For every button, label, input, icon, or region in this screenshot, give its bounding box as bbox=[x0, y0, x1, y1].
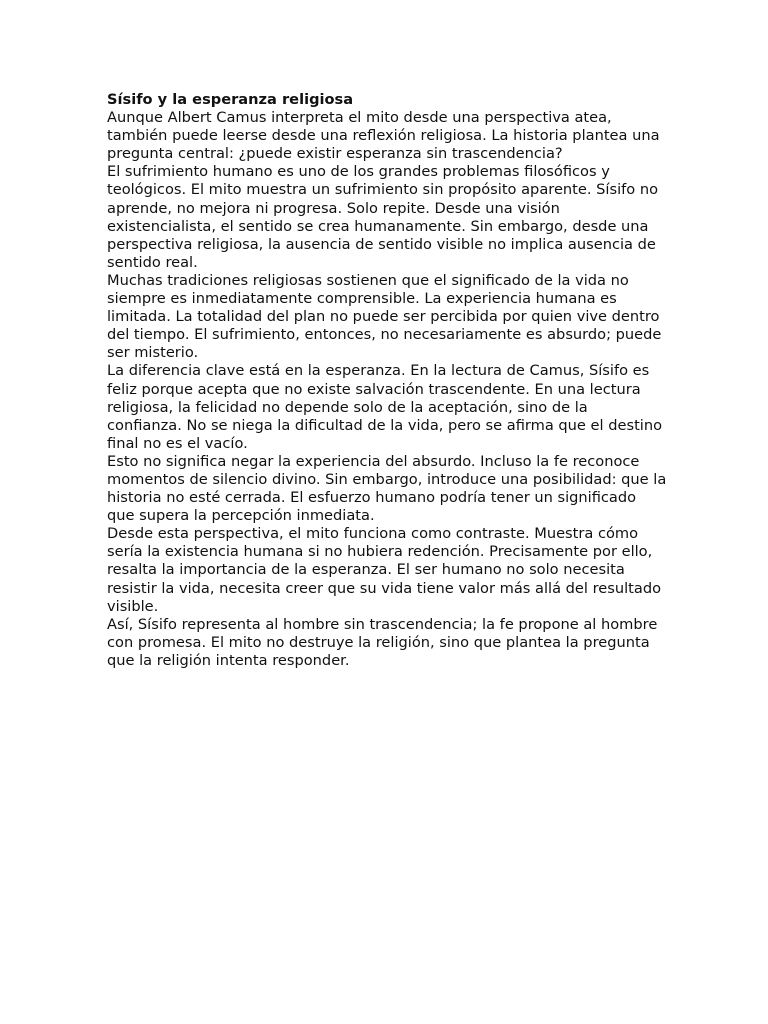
paragraph: Así, Sísifo representa al hombre sin trascendencia; la fe propone al hombre con promesa. El mito no destruye la religión, sino que plantea la pregunta que la religión intenta responder. bbox=[107, 615, 658, 669]
document-title: Sísifo y la esperanza religiosa bbox=[107, 91, 354, 108]
paragraph: Aunque Albert Camus interpreta el mito desde una perspectiva atea, también puede leerse desde una reflexión religiosa. La historia plantea una pregunta central: ¿puede existir esperanza sin trascendencia? bbox=[107, 109, 660, 163]
paragraph: Desde esta perspectiva, el mito funciona como contraste. Muestra cómo sería la existencia humana si no hubiera redención. Precisamente por ello, resalta la importancia de la esperanza. El ser humano no solo necesita resistir la vida, necesita creer que su vida tiene valor más allá del resultado visible. bbox=[107, 525, 662, 615]
document-page bbox=[107, 91, 667, 670]
paragraph: Esto no significa negar la experiencia del absurdo. Incluso la fe reconoce momentos de silencio divino. Sin embargo, introduce una posibilidad: que la historia no esté cerrada. El esfuerzo humano podría tener un significado que supera la percepción inmediata. bbox=[107, 452, 667, 525]
paragraph: Muchas tradiciones religiosas sostienen que el significado de la vida no siempre es inmediatamente comprensible. La experiencia humana es limitada. La totalidad del plan no puede ser percibida por quien vive dentro del tiempo. El sufrimiento, entonces, no necesariamente es absurdo; puede ser misterio. bbox=[107, 271, 662, 362]
paragraph: El sufrimiento humano es uno de los grandes problemas filosóficos y teológicos. El mito muestra un sufrimiento sin propósito aparente. Sísifo no aprende, no mejora ni progresa. Solo repite. Desde una visión existencialista, el sentido se crea humanamente. Sin embargo, desde una perspectiva religiosa, la ausencia de sentido visible no implica ausencia de sentido real. bbox=[107, 163, 659, 271]
paragraph: La diferencia clave está en la esperanza. En la lectura de Camus, Sísifo es feliz porque acepta que no existe salvación trascendente. En una lectura religiosa, la felicidad no depende solo de la aceptación, sino de la confianza. No se niega la dificultad de la vida, pero se afirma que el destino final no es el vacío. bbox=[107, 362, 663, 452]
